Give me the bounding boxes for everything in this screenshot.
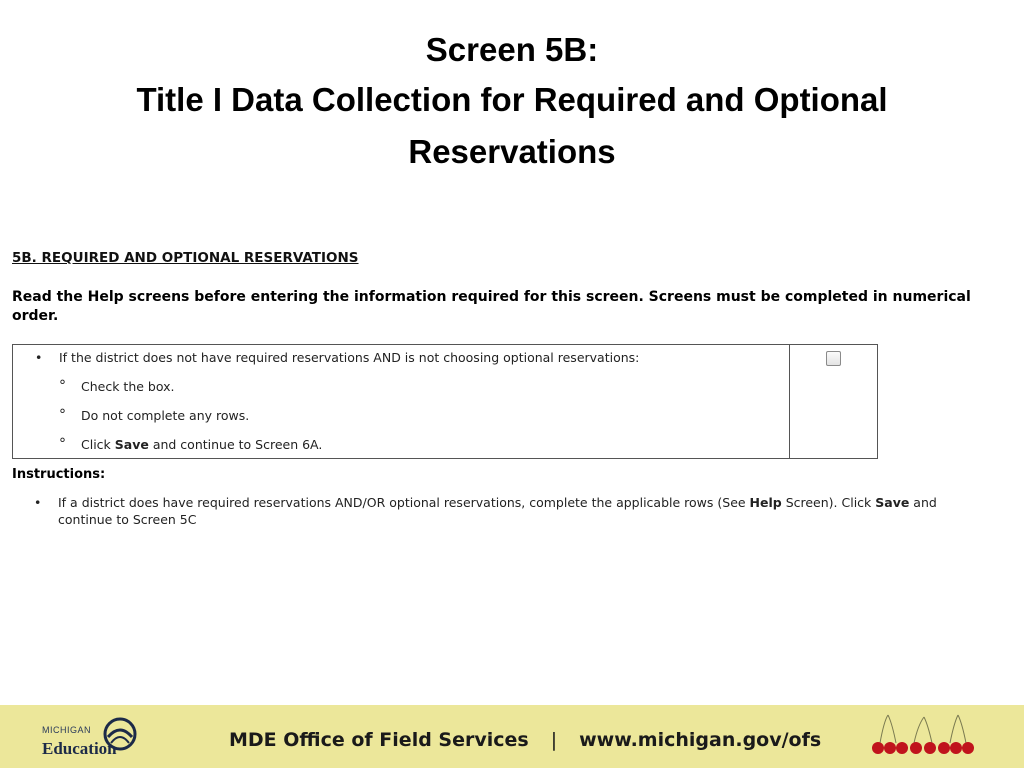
footer-separator: | <box>550 729 558 751</box>
step-click-save-pre: Click <box>81 437 115 452</box>
section-heading: 5B. REQUIRED AND OPTIONAL RESERVATIONS <box>12 250 359 266</box>
footer-office: MDE Office of Field Services <box>229 729 529 751</box>
logo-emblem-icon <box>102 717 138 751</box>
slide-title-line1: Screen 5B: <box>425 31 599 68</box>
no-reservations-condition: • If the district does not have required reservations AND is not choosing optional reservations: <box>33 351 789 365</box>
lead-instruction: Read the Help screens before entering the information required for this screen. Screens must be completed in numerical order. <box>12 289 971 324</box>
checkbox-cell <box>790 345 877 458</box>
instruction-part2: Screen). Click <box>781 495 876 510</box>
footer-bar <box>0 705 1024 768</box>
cherries-icon <box>868 713 978 759</box>
logo-education-text: Education <box>42 739 117 758</box>
footer-url[interactable]: www.michigan.gov/ofs <box>579 729 822 751</box>
no-reservations-instructions <box>13 345 790 458</box>
slide-title <box>0 26 1024 178</box>
save-keyword-2: Save <box>875 495 910 510</box>
step-no-rows: ° Do not complete any rows. <box>33 409 789 423</box>
no-reservations-box <box>12 344 878 459</box>
footer-text <box>229 729 821 751</box>
instruction-part3: and continue to Screen 5C <box>58 495 937 527</box>
step-check-box: ° Check the box. <box>33 380 789 394</box>
logo-michigan-text: MICHIGAN <box>42 725 91 735</box>
slide-title-line2: Title I Data Collection for Required and Optional Reservations <box>136 81 888 170</box>
no-reservations-checkbox[interactable] <box>826 351 841 366</box>
help-keyword: Help <box>749 495 782 510</box>
step-click-save <box>33 438 789 452</box>
screenshot-panel <box>12 250 1012 528</box>
instruction-item <box>12 494 978 528</box>
save-keyword: Save <box>114 437 149 452</box>
instruction-part1: If a district does have required reservations AND/OR optional reservations, complete the applicable rows (See <box>58 495 750 510</box>
step-click-save-post: and continue to Screen 6A. <box>148 437 323 452</box>
instructions-heading: Instructions: <box>12 467 106 482</box>
michigan-education-logo <box>42 715 142 761</box>
